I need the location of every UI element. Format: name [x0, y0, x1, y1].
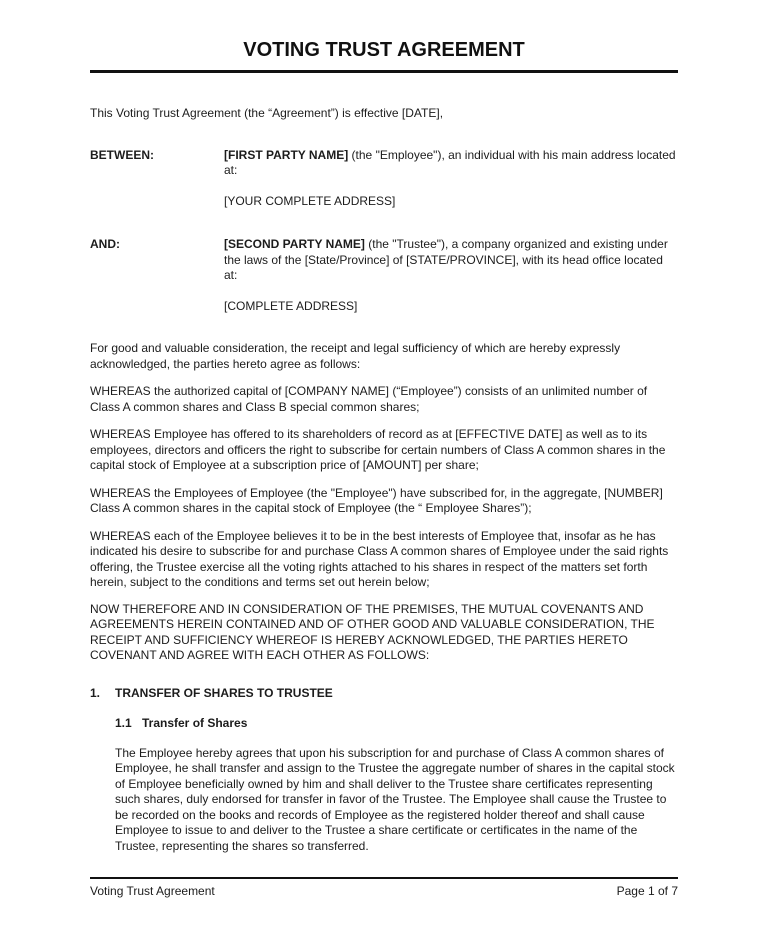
whereas-paragraph-3: WHEREAS the Employees of Employee (the "Employee") have subscribed for, in the aggregate, [NUMBER] Class A common shares in the capital stock of Employee (the “ Employee Shares”);	[90, 485, 663, 515]
whereas-paragraph-2: WHEREAS Employee has offered to its shareholders of record as at [EFFECTIVE DATE] as well as to its employees, directors and officers the right to subscribe for certain numbers of Class A common shares in the capital stock of Employee at a subscription price of [AMOUNT] per share;	[90, 427, 666, 472]
subsection-title: Transfer of Shares	[142, 716, 248, 730]
party-row-and	[90, 237, 678, 314]
section-title: TRANSFER OF SHARES TO TRUSTEE	[115, 685, 333, 700]
subsection-body-paragraph: The Employee hereby agrees that upon his subscription for and purchase of Class A common shares of Employee, he shall transfer and assign to the Trustee the aggregate number of shares in the capital stock of Employee beneficially owned by him and shall deliver to the Trustee share certificates representing such shares, duly endorsed for transfer in favor of the Trustee. The Employee shall cause the Trustee to be recorded on the books and records of Employee as the registered holder thereof and shall cause Employee to issue to and deliver to the Trustee a share certificate or certificates in the name of the Trustee, representing the shares so transferred.	[115, 745, 675, 853]
footer-page-number: Page 1 of 7	[616, 884, 678, 898]
subsection-heading-1-1	[115, 716, 678, 732]
subsection-number: 1.1	[115, 716, 132, 730]
page-title: VOTING TRUST AGREEMENT	[243, 39, 525, 61]
party-label-and: AND:	[90, 237, 120, 251]
title-divider	[90, 70, 678, 73]
party-name-placeholder: [SECOND PARTY NAME]	[224, 237, 365, 251]
party-description	[224, 148, 678, 179]
intro-paragraph: This Voting Trust Agreement (the “Agreement”) is effective [DATE],	[90, 106, 444, 120]
party-address-placeholder: [YOUR COMPLETE ADDRESS]	[224, 193, 396, 208]
page-footer	[90, 877, 678, 900]
section-heading-1	[90, 686, 678, 702]
whereas-paragraph-1: WHEREAS the authorized capital of [COMPANY NAME] (“Employee”) consists of an unlimited number of Class A common shares and Class B special common shares;	[90, 384, 648, 414]
footer-row	[90, 879, 678, 900]
party-label-between: BETWEEN:	[90, 147, 154, 162]
consideration-paragraph: For good and valuable consideration, the receipt and legal sufficiency of which are hereby expressly acknowledged, the parties hereto agree as follows:	[90, 341, 621, 371]
party-description-text: (the "Employee"), an individual with his main address located at:	[224, 147, 676, 177]
whereas-paragraph-4: WHEREAS each of the Employee believes it to be in the best interests of Employee that, insofar as he has indicated his desire to subscribe for and purchase Class A common shares of Employee under the said rights offering, the Trustee exercise all the voting rights attached to his shares in respect of the matters set forth herein, subject to the conditions and terms set out herein below;	[90, 528, 669, 589]
document-content	[0, 38, 768, 854]
party-row-between	[90, 148, 678, 210]
party-description	[224, 237, 678, 284]
section-number: 1.	[90, 685, 101, 700]
party-content-and	[224, 237, 678, 314]
party-address-placeholder: [COMPLETE ADDRESS]	[224, 298, 358, 313]
now-therefore-paragraph: NOW THEREFORE AND IN CONSIDERATION OF THE PREMISES, THE MUTUAL COVENANTS AND AGREEMENTS HEREIN CONTAINED AND OF OTHER GOOD AND VALUABLE CONSIDERATION, THE RECEIPT AND SUFFICIENCY WHEREOF IS HEREBY ACKNOWLEDGED, THE PARTIES HERETO COVENANT AND AGREE WITH EACH OTHER AS FOLLOWS:	[90, 601, 655, 662]
party-description-text: (the "Trustee"), a company organized and existing under the laws of the [State/Province] of [STATE/PROVINCE], with its head office located at:	[224, 237, 668, 282]
footer-document-name: Voting Trust Agreement	[90, 884, 215, 898]
party-content-between	[224, 148, 678, 210]
party-name-placeholder: [FIRST PARTY NAME]	[224, 147, 349, 162]
